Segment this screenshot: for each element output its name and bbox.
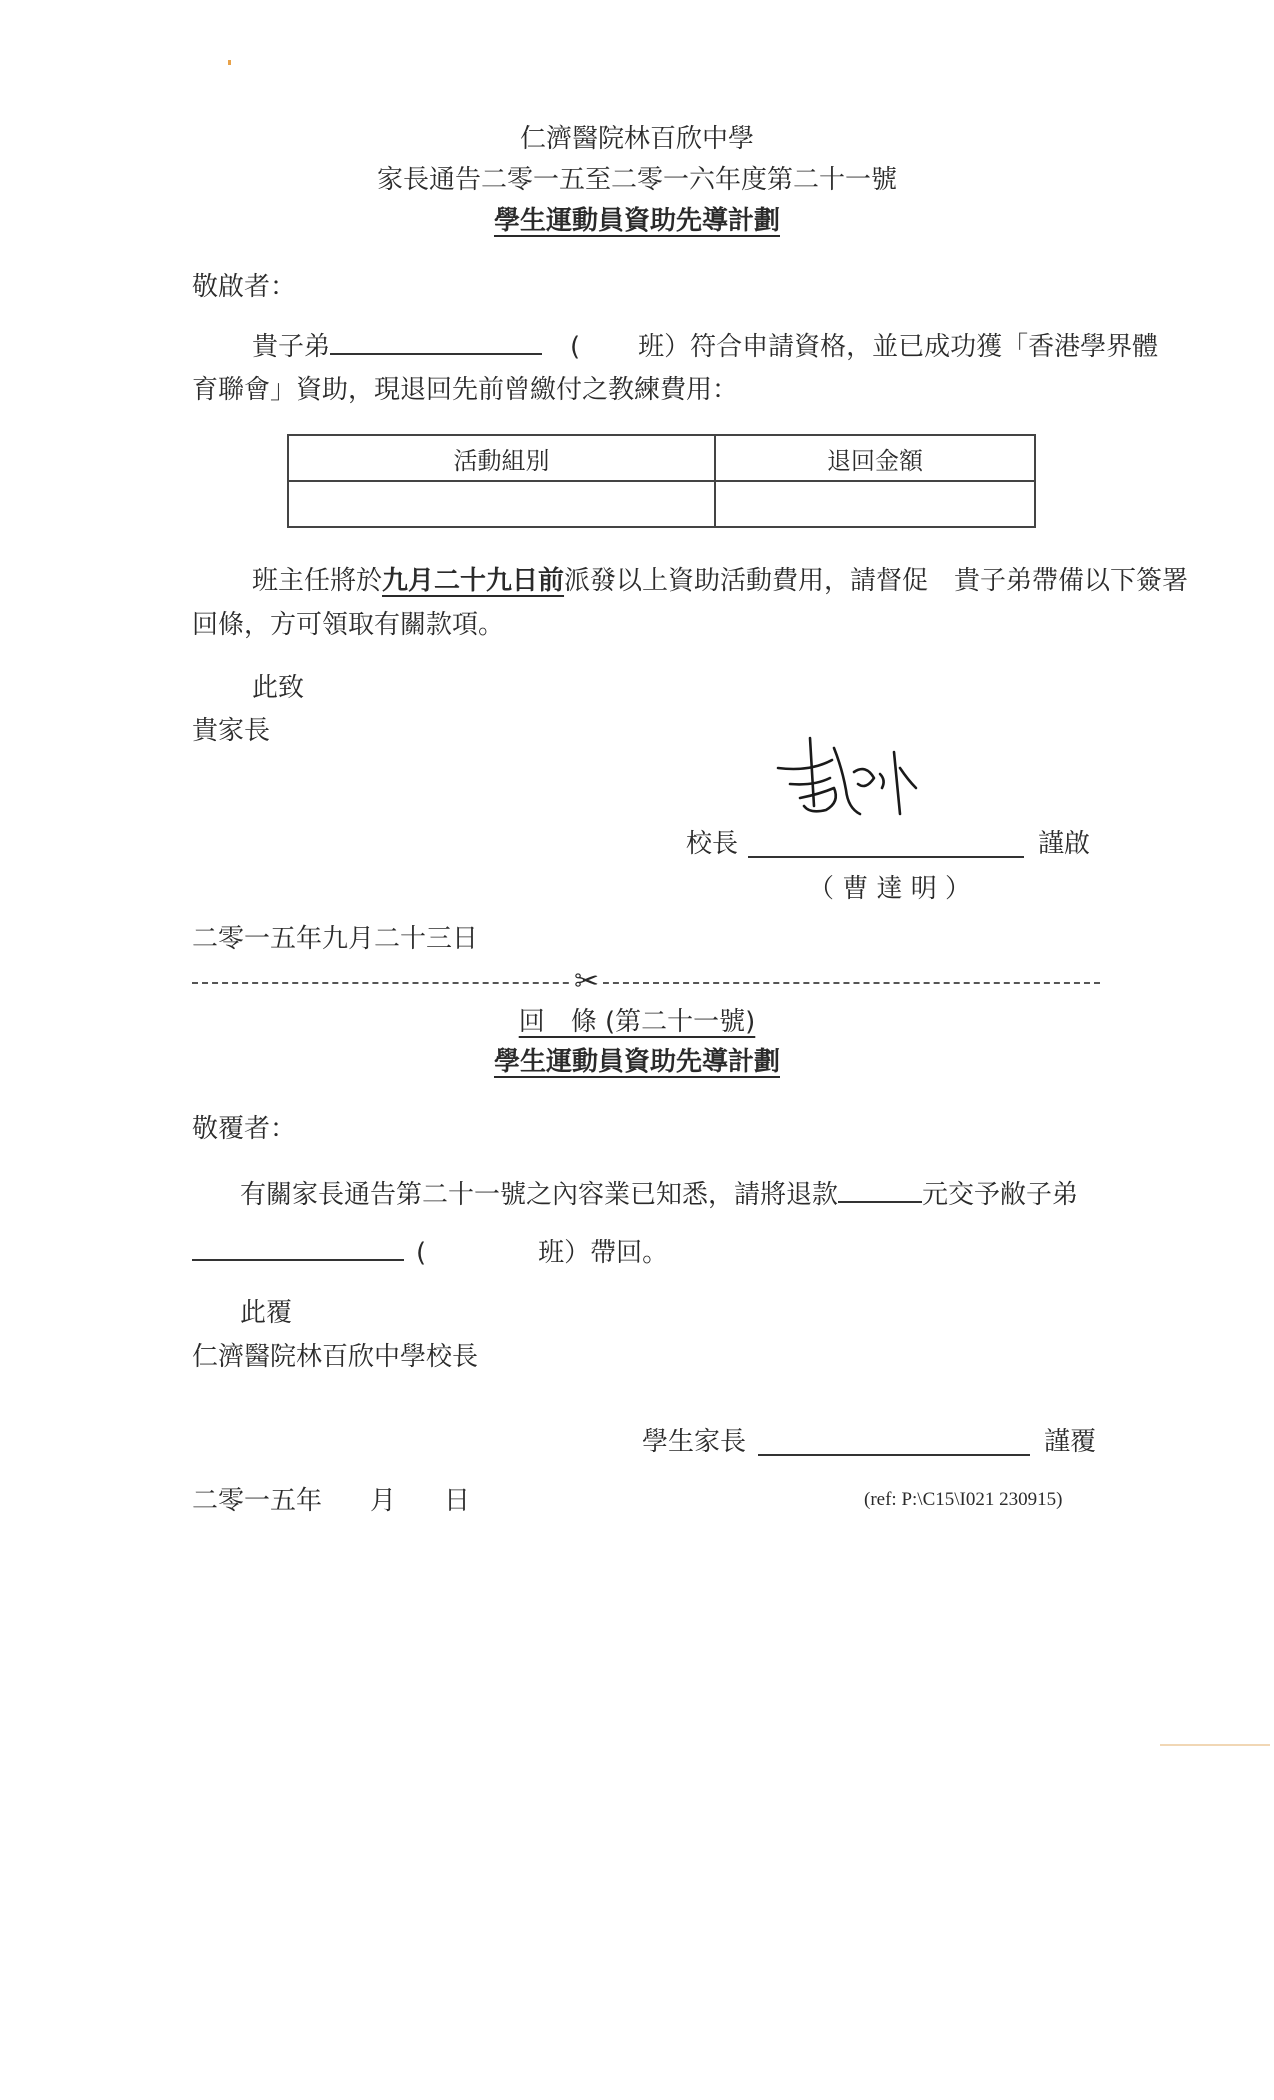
letter-paragraph-1: 貴子弟 ( 班）符合申請資格，並已成功獲「香港學界體 [252, 332, 1159, 362]
principal-name: （ 曹 達 明 ） [808, 874, 972, 904]
reply-salutation: 敬覆者： [192, 1114, 297, 1144]
reply-recipient: 仁濟醫院林百欣中學校長 [192, 1342, 479, 1372]
school-name: 仁濟醫院林百欣中學 [519, 124, 754, 154]
parent-label: 學生家長 [642, 1427, 747, 1457]
letter-date: 二零一五年九月二十三日 [192, 924, 479, 954]
notice-title: 學生運動員資助先導計劃 [493, 206, 780, 236]
scan-mark [228, 60, 231, 65]
refund-amount-blank[interactable] [838, 1201, 922, 1203]
table-cell-activity [288, 481, 715, 527]
reply-title: 回 條 (第二十一號) [518, 1007, 756, 1037]
letter-paragraph-2-cont: 回條，方可領取有關款項。 [192, 610, 505, 640]
recipient: 貴家長 [192, 716, 271, 746]
child-name-blank[interactable] [192, 1259, 404, 1261]
letter-paragraph-2: 班主任將於九月二十九日前派發以上資助活動費用，請督促 貴子弟帶備以下簽署 [252, 566, 1189, 596]
letter-paragraph-1-cont: 育聯會」資助，現退回先前曾繳付之教練費用： [192, 375, 739, 405]
scissors-icon: ✂ [570, 964, 603, 999]
refund-table [287, 434, 1036, 528]
student-name-blank[interactable] [330, 353, 542, 355]
reply-closing: 此覆 [240, 1298, 293, 1328]
parent-closing: 謹覆 [1044, 1427, 1097, 1457]
reply-paragraph-2: ( 班）帶回。 [192, 1236, 668, 1270]
table-header-amount: 退回金額 [715, 435, 1035, 481]
cut-line [192, 982, 1100, 986]
principal-closing: 謹啟 [1038, 829, 1091, 859]
principal-label: 校長 [686, 829, 739, 859]
principal-signature-line [748, 856, 1024, 858]
parent-signature-line[interactable] [758, 1454, 1030, 1456]
table-header-activity: 活動組別 [288, 435, 715, 481]
closing: 此致 [252, 673, 305, 703]
reply-paragraph-1: 有關家長通告第二十一號之內容業已知悉，請將退款 元交予敝子弟 [240, 1180, 1079, 1210]
reference-code: (ref: P:\C15\I021 230915) [864, 1489, 1063, 1510]
notice-number: 家長通告二零一五至二零一六年度第二十一號 [376, 165, 897, 195]
salutation: 敬啟者： [192, 272, 297, 302]
principal-signature [770, 728, 940, 838]
reply-date: 二零一五年 月 日 [192, 1486, 471, 1516]
scan-mark [1160, 1744, 1270, 1746]
table-cell-amount [715, 481, 1035, 527]
reply-subtitle: 學生運動員資助先導計劃 [493, 1047, 780, 1077]
